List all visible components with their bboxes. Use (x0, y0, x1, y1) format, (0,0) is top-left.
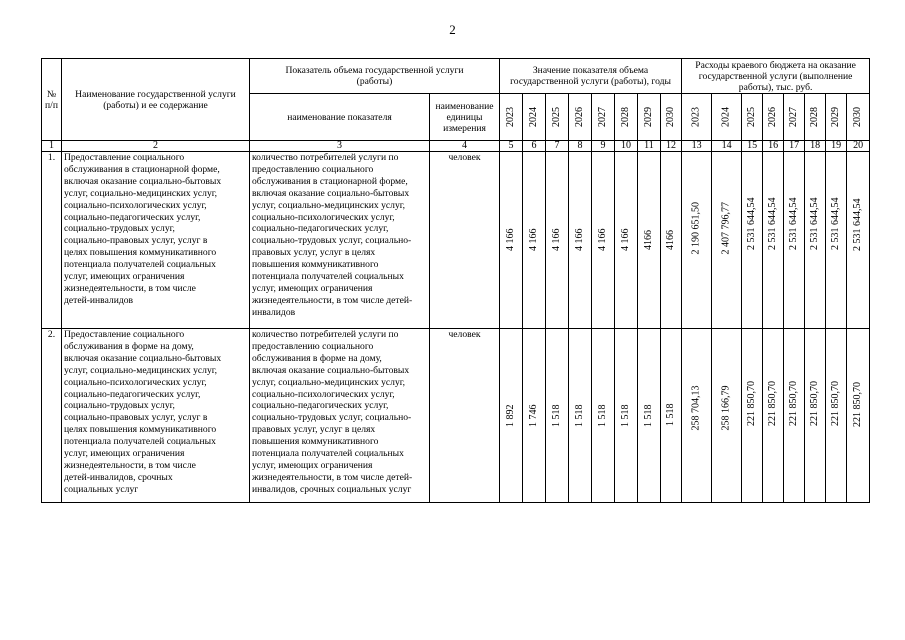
column-number: 5 (500, 141, 523, 152)
expense-text: 2 531 644,54 (809, 197, 821, 250)
year-header-expense (682, 94, 712, 141)
column-number: 20 (847, 141, 870, 152)
header-indicator-name: наименование показателя (250, 94, 430, 141)
year-header-expense (742, 94, 763, 141)
column-number: 18 (805, 141, 826, 152)
column-number: 10 (615, 141, 638, 152)
indicator-line: потенциала получателей социальных (252, 448, 404, 460)
value-text: 4 166 (597, 228, 609, 251)
expense-cell (826, 329, 847, 503)
unit-cell: человек (430, 329, 500, 503)
indicator-line: социально-педагогических услуг, (252, 223, 389, 235)
service-description (62, 329, 250, 503)
indicator-line: социально-трудовых услуг, социально- (252, 412, 412, 424)
expense-text: 258 166,79 (720, 385, 732, 430)
indicator-line: повышения коммуникативного (252, 259, 379, 271)
column-number: 9 (592, 141, 615, 152)
year-header-value (569, 94, 592, 141)
year-header-value (661, 94, 682, 141)
column-number: 8 (569, 141, 592, 152)
value-text: 1 746 (528, 404, 540, 427)
year-label: 2026 (767, 107, 779, 127)
service-line: целях повышения коммуникативного (64, 247, 217, 259)
year-label: 2025 (551, 107, 563, 127)
header-indicator-group: Показатель объема государственной услуги (работы) (250, 59, 500, 94)
service-line: социально-трудовых услуг, (64, 223, 175, 235)
year-label: 2023 (690, 107, 702, 127)
value-cell (592, 329, 615, 503)
expense-text: 221 850,70 (809, 380, 821, 426)
column-number: 11 (638, 141, 661, 152)
indicator-line: услуг, имеющих ограничения (252, 282, 373, 294)
value-cell (638, 329, 661, 503)
indicator-line: предоставлению социального (252, 163, 374, 175)
header-service-name: Наименование государственной услуги (работы) и ее содержание (62, 59, 250, 141)
unit-cell: человек (430, 152, 500, 329)
header-number: № п/п (42, 59, 62, 141)
value-text: 1 518 (665, 403, 677, 426)
indicator-line: жизнедеятельности, в том числе детей- (252, 471, 413, 483)
value-text: 4 166 (620, 228, 632, 251)
expense-text: 2 531 644,54 (788, 197, 800, 250)
year-header-expense (763, 94, 784, 141)
expense-text: 2 531 644,54 (852, 198, 864, 252)
column-number: 19 (826, 141, 847, 152)
indicator-line: социально-трудовых услуг, социально- (252, 235, 412, 247)
expense-cell (805, 152, 826, 329)
indicator-line: обслуживания в форме на дому, (252, 352, 382, 364)
expense-text: 2 531 644,54 (746, 197, 758, 250)
column-number: 16 (763, 141, 784, 152)
indicator-line: инвалидов, срочных социальных услуг (252, 483, 412, 495)
column-number: 7 (546, 141, 569, 152)
service-line: обслуживания в стационарной форме, (64, 163, 220, 175)
value-cell (569, 329, 592, 503)
year-label: 2028 (809, 107, 821, 127)
year-header-value (592, 94, 615, 141)
value-text: 4166 (665, 230, 677, 250)
service-line: включая оказание социально-бытовых (64, 352, 222, 364)
service-line: жизнедеятельности, в том числе (64, 282, 196, 294)
expense-text: 2 407 796,77 (720, 202, 732, 255)
indicator-line: услуг, социально-медицинских услуг, (252, 199, 406, 211)
year-label: 2030 (852, 107, 864, 128)
indicator-line: количество потребителей услуги по (252, 152, 399, 163)
value-cell (661, 329, 682, 503)
year-label: 2027 (788, 107, 800, 127)
service-line: социально-психологических услуг, (64, 376, 207, 388)
indicator-line: социально-педагогических услуг, (252, 400, 389, 412)
indicator-line: включая оказание социально-бытовых (252, 187, 410, 199)
service-line: целях повышения коммуникативного (64, 424, 217, 436)
value-cell (500, 152, 523, 329)
row-number: 1. (42, 152, 62, 329)
indicator-line: социально-психологических услуг, (252, 388, 395, 400)
indicator-description (250, 152, 430, 329)
indicator-description (250, 329, 430, 503)
service-line: социальных услуг (64, 483, 139, 495)
year-header-value (500, 94, 523, 141)
service-line: потенциала получателей социальных (64, 259, 216, 271)
service-line: услуг, социально-медицинских услуг, (64, 187, 218, 199)
service-line: потенциала получателей социальных (64, 436, 216, 448)
value-cell (546, 329, 569, 503)
year-header-value (546, 94, 569, 141)
column-number: 17 (784, 141, 805, 152)
service-line: детей-инвалидов, срочных (64, 471, 173, 483)
year-header-expense (847, 94, 870, 141)
service-description (62, 152, 250, 329)
column-number: 3 (250, 141, 430, 152)
value-text: 4 166 (505, 228, 517, 251)
services-table (41, 58, 870, 503)
service-line: социально-педагогических услуг, (64, 388, 201, 400)
service-line: услуг, социально-медицинских услуг, (64, 364, 218, 376)
value-cell (569, 152, 592, 329)
header-expense-group: Расходы краевого бюджета на оказание государственной услуги (выполнение работы), тыс. руб. (682, 59, 870, 94)
service-line: услуг, имеющих ограничения (64, 271, 185, 283)
value-text: 4 166 (528, 228, 540, 251)
year-label: 2030 (665, 107, 677, 127)
page-number: 2 (449, 22, 456, 37)
column-number: 13 (682, 141, 712, 152)
value-cell (615, 152, 638, 329)
expense-text: 2 531 644,54 (767, 197, 779, 250)
service-line: социально-правовых услуг, услуг в (64, 412, 208, 424)
expense-cell (712, 329, 742, 503)
expense-text: 2 190 651,50 (690, 202, 702, 255)
expense-cell (682, 152, 712, 329)
value-text: 1 518 (574, 404, 586, 427)
value-text: 1 518 (597, 404, 609, 427)
column-number: 2 (62, 141, 250, 152)
service-line: Предоставление социального (64, 152, 185, 163)
indicator-line: социально-психологических услуг, (252, 211, 395, 223)
service-line: услуг, имеющих ограничения (64, 448, 185, 460)
year-header-expense (712, 94, 742, 141)
service-line: включая оказание социально-бытовых (64, 175, 222, 187)
indicator-line: услуг, социально-медицинских услуг, (252, 376, 406, 388)
expense-cell (742, 152, 763, 329)
year-label: 2023 (505, 107, 517, 127)
year-label: 2027 (597, 107, 609, 127)
indicator-line: обслуживания в стационарной форме, (252, 175, 408, 187)
year-label: 2024 (720, 107, 732, 127)
year-label: 2029 (643, 107, 655, 127)
expense-cell (847, 152, 870, 329)
year-label: 2024 (528, 107, 540, 127)
indicator-line: жизнедеятельности, в том числе детей- (252, 294, 413, 306)
indicator-line: правовых услуг, услуг в целях (252, 247, 376, 259)
row-number: 2. (42, 329, 62, 503)
expense-cell (847, 329, 870, 503)
value-text: 1 518 (643, 404, 655, 427)
service-line: Предоставление социального (64, 329, 185, 340)
value-cell (523, 329, 546, 503)
column-number: 1 (42, 141, 62, 152)
year-header-expense (805, 94, 826, 141)
value-cell (500, 329, 523, 503)
column-number: 6 (523, 141, 546, 152)
column-number: 15 (742, 141, 763, 152)
expense-text: 221 850,70 (788, 380, 800, 426)
value-text: 1 518 (620, 404, 632, 427)
service-line: жизнедеятельности, в том числе (64, 459, 196, 471)
expense-text: 258 704,13 (690, 385, 702, 430)
service-line: социально-психологических услуг, (64, 199, 207, 211)
service-line: детей-инвалидов (64, 294, 134, 306)
service-line: социально-правовых услуг, услуг в (64, 235, 208, 247)
value-cell (592, 152, 615, 329)
year-header-value (523, 94, 546, 141)
expense-cell (784, 329, 805, 503)
indicator-line: включая оказание социально-бытовых (252, 364, 410, 376)
year-label: 2028 (620, 107, 632, 127)
year-header-value (638, 94, 661, 141)
service-line: социально-трудовых услуг, (64, 400, 175, 412)
expense-text: 2 531 644,54 (830, 197, 842, 250)
service-line: социально-педагогических услуг, (64, 211, 201, 223)
header-unit-name: наименование единицы измерения (430, 94, 500, 141)
expense-text: 221 850,70 (767, 380, 779, 426)
expense-cell (763, 329, 784, 503)
value-cell (615, 329, 638, 503)
indicator-line: правовых услуг, услуг в целях (252, 424, 376, 436)
indicator-line: услуг, имеющих ограничения (252, 459, 373, 471)
indicator-line: инвалидов (252, 306, 296, 318)
value-text: 4 166 (574, 228, 586, 251)
expense-cell (682, 329, 712, 503)
expense-cell (784, 152, 805, 329)
year-label: 2026 (574, 107, 586, 127)
indicator-line: повышения коммуникативного (252, 436, 379, 448)
expense-cell (805, 329, 826, 503)
table-row (42, 152, 870, 329)
year-header-value (615, 94, 638, 141)
value-text: 1 892 (505, 404, 517, 427)
value-text: 4 166 (551, 228, 563, 251)
expense-cell (742, 329, 763, 503)
column-number: 14 (712, 141, 742, 152)
expense-text: 221 850,70 (830, 380, 842, 426)
year-header-expense (784, 94, 805, 141)
expense-cell (826, 152, 847, 329)
indicator-line: потенциала получателей социальных (252, 271, 404, 283)
year-label: 2029 (830, 107, 842, 127)
value-cell (638, 152, 661, 329)
year-header-expense (826, 94, 847, 141)
header-value-group: Значение показателя объема государственной услуги (работы), годы (500, 59, 682, 94)
expense-text: 221 850,70 (852, 381, 864, 427)
expense-cell (763, 152, 784, 329)
year-label: 2025 (746, 107, 758, 127)
expense-cell (712, 152, 742, 329)
column-number: 12 (661, 141, 682, 152)
value-cell (523, 152, 546, 329)
value-text: 4166 (643, 230, 655, 250)
value-text: 1 518 (551, 404, 563, 427)
table-row (42, 329, 870, 503)
value-cell (661, 152, 682, 329)
service-line: обслуживания в форме на дому, (64, 340, 194, 352)
indicator-line: предоставлению социального (252, 340, 374, 352)
indicator-line: количество потребителей услуги по (252, 329, 399, 340)
value-cell (546, 152, 569, 329)
expense-text: 221 850,70 (746, 380, 758, 426)
column-number: 4 (430, 141, 500, 152)
